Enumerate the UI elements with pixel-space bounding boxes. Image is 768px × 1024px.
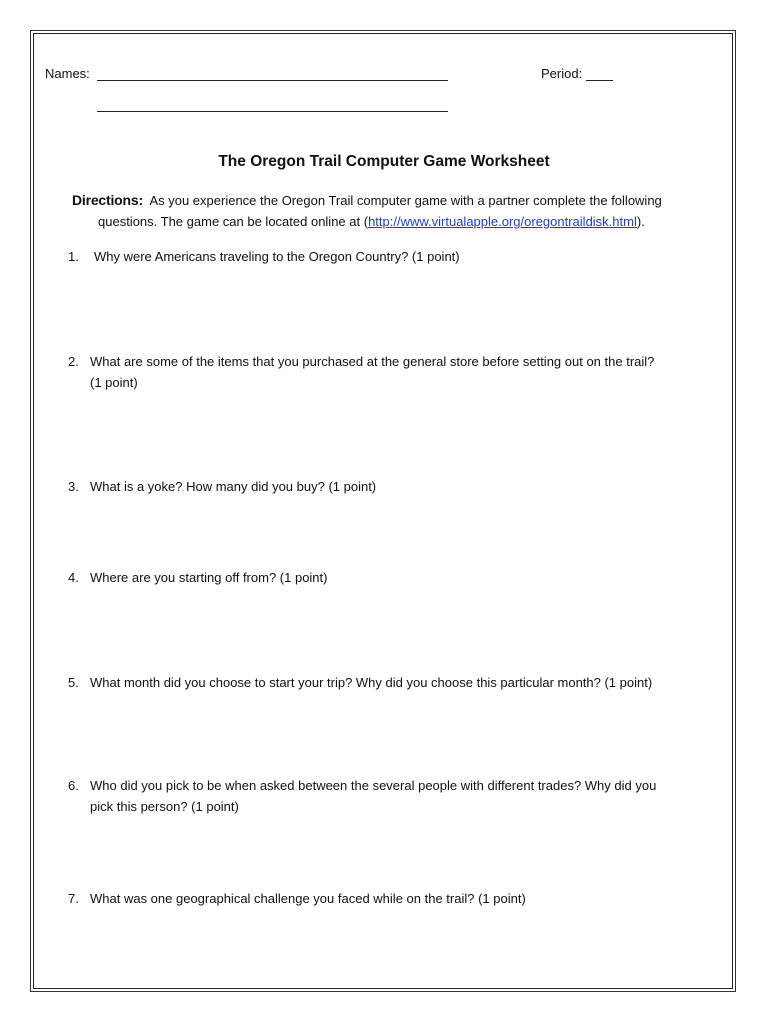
worksheet-title: The Oregon Trail Computer Game Worksheet — [218, 153, 550, 170]
question-text: What are some of the items that you purchased at the general store before setting out on the trail? — [90, 354, 655, 369]
directions-text: As you experience the Oregon Trail computer game with a partner complete the following — [149, 193, 662, 208]
question-number: 4. — [68, 570, 79, 585]
question-number: 7. — [68, 891, 79, 906]
question-number: 5. — [68, 675, 79, 690]
game-link[interactable]: http://www.virtualapple.org/oregontraildisk.html — [368, 214, 637, 229]
question-number: 6. — [68, 778, 79, 793]
question-text: Where are you starting off from? (1 point) — [90, 570, 328, 585]
question-text: What is a yoke? How many did you buy? (1 point) — [90, 479, 377, 494]
question-text: Why were Americans traveling to the Oregon Country? (1 point) — [94, 249, 460, 264]
names-label: Names: — [45, 66, 90, 81]
directions-line-2 — [98, 214, 645, 229]
question-number: 3. — [68, 479, 79, 494]
names-line-2[interactable] — [97, 111, 448, 112]
question-text: Who did you pick to be when asked between the several people with different trades? Why did you — [90, 778, 657, 793]
period-label: Period: — [541, 66, 583, 81]
question-text: What month did you choose to start your trip? Why did you choose this particular month? (1 point) — [90, 675, 653, 690]
page-border-inner — [33, 33, 733, 989]
question-number: 2. — [68, 354, 79, 369]
directions-label: Directions: — [72, 192, 143, 208]
names-line-1[interactable] — [97, 80, 448, 81]
directions-text-3: ). — [636, 214, 645, 229]
question-text: What was one geographical challenge you faced while on the trail? (1 point) — [90, 891, 526, 906]
question-text-cont: pick this person? (1 point) — [90, 799, 239, 814]
directions-text-2: questions. The game can be located online at ( — [98, 214, 369, 229]
period-line[interactable] — [586, 80, 613, 81]
directions-line-1 — [72, 192, 662, 208]
question-number: 1. — [68, 249, 79, 264]
question-text-cont: (1 point) — [90, 375, 138, 390]
